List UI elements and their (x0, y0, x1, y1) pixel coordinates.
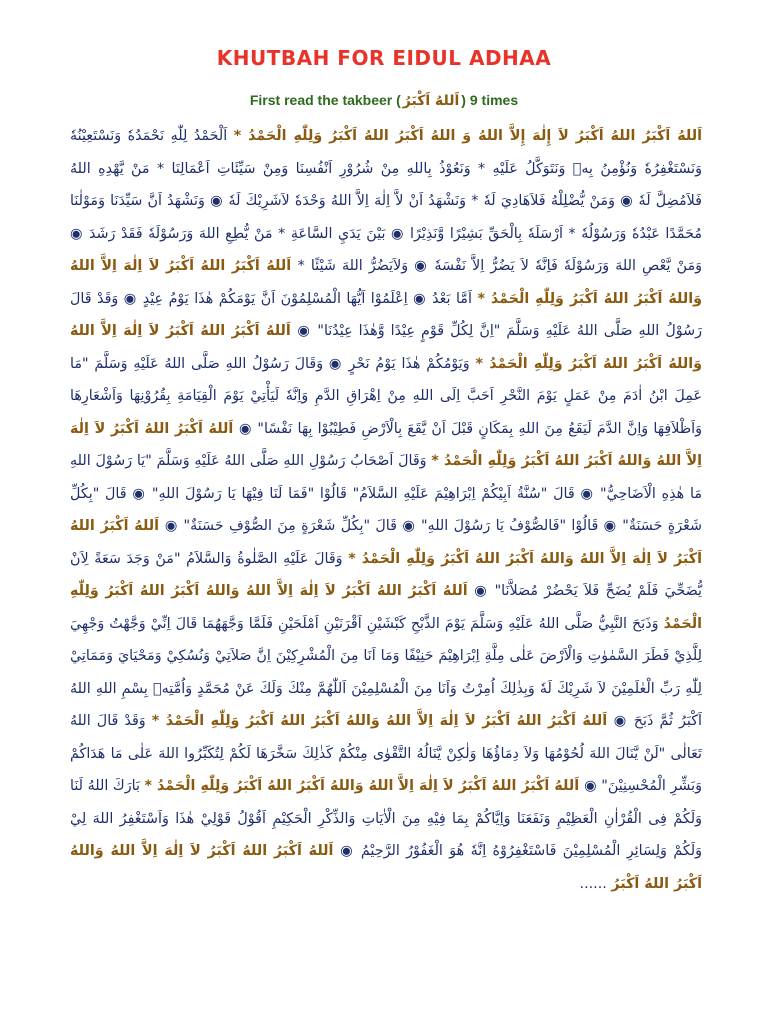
takbeer-segment: اَللهُ اَكْبَرُ اللهُ اَكْبَرُ لاَ اِلٰهَ اِلاَّ اللهُ وَاللهُ اَكْبَرُ اللهُ اَكْبَرُ وَلِلّٰهِ الْحَمْدُ (70, 583, 703, 632)
takbeer-segment: اَللهُ اَكْبَرُ اللهُ اَكْبَرُ لاَ اِلٰهَ اِلاَّ اللهُ وَاللهُ اَكْبَرُ اللهُ اَكْبَرُ وَلِلّٰهِ الْحَمْدُ * (144, 778, 580, 794)
takbeer-instruction (0, 92, 768, 109)
instruction-suffix: ) 9 times (461, 92, 519, 108)
khutbah-text (70, 120, 702, 1020)
takbeer-segment: اَللهُ اَكْبَرُ اللهُ اَكْبَرُ لاَ اِلٰهَ اِلاَّ اللهُ وَاللهُ اَكْبَرُ اللهُ اَكْبَرُ وَلِلّٰهِ الْحَمْدُ * (70, 420, 703, 469)
khutbah-segment: وَقَدْ قَالَ اللهُ تَعَالٰى "لَنْ يَّنَالَ اللهَ لُحُوْمُهَا وَلاَ دِمَاؤُهَا وَلٰكِنْ يَّنَالُهُ التَّقْوٰى مِنْكُمْ كَذٰلِكَ سَخَّرَهَا لَكُمْ لِتُكَبِّرُوا اللهَ عَلٰى مَا هَدَاكُمْ وَبَشِّرِ الْمُحْسِنِيْنَ" ◉ (70, 713, 703, 794)
takbeer-segment: اَللهُ اَكْبَرُ اللهُ اَكْبَرُ لاَ إِلٰهَ إِلاَّ اللهُ وَ اللهُ اَكْبَرُ اللهُ اَكْبَرُ وَلِلّٰهِ الْحَمْدُ * (233, 128, 702, 144)
takbeer-segment: اَللهُ اَكْبَرُ اللهُ اَكْبَرُ لاَ اِلٰهَ اِلاَّ اللهُ وَاللهُ اَكْبَرُ اللهُ اَكْبَرُ (70, 843, 702, 892)
khutbah-segment: اَلْحَمْدُ لِلّٰهِ نَحْمَدُهٗ وَنَسْتَعِيْنُهٗ وَنَسْتَغْفِرُهٗ وَنُؤْمِنُ بِهٖ وَنَتَوَكَّلُ عَلَيْهِ * وَنَعُوْذُ بِاللهِ مِنْ شُرُوْرِ اَنْفُسِنَا وَمِنْ سَيِّئَاتِ اَعْمَالِنَا * مَنْ يَّهْدِهِ اللهُ فَلاَمُضِلَّ لَهٗ ◉ وَمَنْ يُّضْلِلْهُ فَلاَهَادِيَ لَهٗ * وَنَشْهَدُ اَنْ لاَّ اِلٰهَ اِلاَّ اللهُ وَحْدَهٗ لاَشَرِيْكَ لَهٗ ◉ وَنَشْهَدُ اَنَّ سَيِّدَنَا وَمَوْلٰنَا مُحَمَّدًا عَبْدُهٗ وَرَسُوْلُهٗ * اَرْسَلَهٗ بِالْحَقِّ بَشِيْرًا وَّنَذِيْرًا ◉ بَيْنَ يَدَيِ السَّاعَةِ * مَنْ يُّطِعِ اللهَ وَرَسُوْلَهٗ فَقَدْ رَشَدَ ◉ وَمَنْ يَّعْصِ اللهَ وَرَسُوْلَهٗ فَاِنَّهٗ لاَ يَضُرُّ اِلاَّ نَفْسَهٗ ◉ وَلاَيَضُرُّ اللهَ شَيْئًا * (70, 128, 703, 274)
khutbah-segment: اَمَّا بَعْدُ ◉ اِعْلَمُوْا اَيُّهَا الْمُسْلِمُوْنَ اَنَّ يَوْمَكُمْ هٰذَا يَوْمُ عِيْدٍ ◉ وَقَدْ قَالَ رَسُوْلُ اللهِ صَلَّى اللهُ عَلَيْهِ وَسَلَّمَ "اِنَّ لِكُلِّ قَوْمٍ عِيْدًا وَّهٰذَا عِيْدُنَا" ◉ (70, 290, 702, 339)
khutbah-segment: وَيَوْمُكُمْ هٰذَا يَوْمُ نَحْرٍ ◉ وَقَالَ رَسُوْلُ اللهِ صَلَّى اللهُ عَلَيْهِ وَسَلَّمَ "مَا عَمِلَ ابْنُ اٰدَمَ مِنْ عَمَلٍ يَوْمَ النَّحْرِ اَحَبَّ اِلَى اللهِ مِنْ اِهْرَاقِ الدَّمِ وَاِنَّهٗ لَيَأْتِيْ يَوْمَ الْقِيَامَةِ بِقُرُوْنِهَا وَاَشْعَارِهَا وَاَظْلاَفِهَا وَاِنَّ الدَّمَ لَيَقَعُ مِنَ اللهِ بِمَكَانٍ قَبْلَ اَنْ يَّقَعَ بِالْاَرْضِ فَطِيْبُوْا بِهَا نَفْسًا" ◉ (70, 355, 702, 437)
takbeer-segment: اَللهُ اَكْبَرُ اللهُ اَكْبَرُ لاَ اِلٰهَ اِلاَّ اللهُ وَاللهُ اَكْبَرُ اللهُ اَكْبَرُ وَلِلّٰهِ الْحَمْدُ * (70, 518, 702, 567)
khutbah-segment: وَقَالَ عَلَيْهِ الصَّلٰوةُ وَالسَّلاَمُ "مَنْ وَجَدَ سَعَةً لِاَنْ يُّضَحِّيَ فَلَمْ يُضَحِّ فَلاَ يَحْضُرْ مُصَلاَّنَا" ◉ (70, 550, 702, 599)
instruction-prefix: First read the takbeer ( (249, 92, 401, 108)
khutbah-segment: بَارَكَ اللهُ لَنَا وَلَكُمْ فِى الْقُرْاٰنِ الْعَظِيْمِ وَنَفَعَنَا وَاِيَّاكُمْ بِمَا فِيْهِ مِنَ الْاٰيَاتِ وَالذِّكْرِ الْحَكِيْمِ اَقُوْلُ قَوْلِيْ هٰذَا وَاَسْتَغْفِرُ اللهَ لِيْ وَلَكُمْ وَلِسَائِرِ الْمُسْلِمِيْنَ فَاسْتَغْفِرُوْهُ اِنَّهٗ هُوَ الْغَفُوْرُ الرَّحِيْمُ ◉ (70, 778, 703, 859)
instruction-arabic: اَللهُ اَكْبَرُ (402, 93, 460, 109)
takbeer-segment: اَللهُ اَكْبَرُ اللهُ اَكْبَرُ لاَ اِلٰهَ اِلاَّ اللهُ وَاللهُ اَكْبَرُ اللهُ اَكْبَرُ وَلِلّٰهِ الْحَمْدُ * (151, 713, 608, 729)
khutbah-segment: وَقَالَ اَصْحَابُ رَسُوْلِ اللهِ صَلَّى اللهُ عَلَيْهِ وَسَلَّمَ "يَا رَسُوْلَ اللهِ مَا هٰذِهِ الْاَضَاحِيُّ" ◉ قَالَ "سُنَّةُ اَبِيْكُمْ اِبْرَاهِيْمَ عَلَيْهِ السَّلاَمُ" قَالُوْا "فَمَا لَنَا فِيْهَا يَا رَسُوْلَ اللهِ" ◉ قَالَ "بِكُلِّ شَعْرَةٍ حَسَنَةٌ" ◉ قَالُوْا "فَالصُّوْفُ يَا رَسُوْلَ اللهِ" ◉ قَالَ "بِكُلِّ شَعْرَةٍ مِنَ الصُّوْفِ حَسَنَةٌ" ◉ (70, 453, 703, 534)
takbeer-segment: اَللهُ اَكْبَرُ اللهُ اَكْبَرُ لاَ اِلٰهَ اِلاَّ اللهُ وَاللهُ اَكْبَرُ اللهُ اَكْبَرُ وَلِلّٰهِ الْحَمْدُ * (70, 323, 702, 372)
takbeer-segment: اَللهُ اَكْبَرُ اللهُ اَكْبَرُ لاَ اِلٰهَ اِلاَّ اللهُ وَاللهُ اَكْبَرُ اللهُ اَكْبَرُ وَلِلّٰهِ الْحَمْدُ * (70, 258, 702, 307)
khutbah-segment: ...... (579, 875, 607, 892)
khutbah-segment: وَذَبَحَ النَّبِيُّ صَلَّى اللهُ عَلَيْهِ وَسَلَّمَ يَوْمَ الذَّبْحِ كَبْشَيْنِ اَقْرَنَيْنِ اَمْلَحَيْنِ فَلَمَّا وَجَّهَهُمَا قَالَ اِنِّيْ وَجَّهْتُ وَجْهِيَ لِلَّذِيْ فَطَرَ السَّمٰوٰتِ وَالْاَرْضَ عَلٰى مِلَّةِ اِبْرَاهِيْمَ حَنِيْفًا وَمَا اَنَا مِنَ الْمُشْرِكِيْنَ اِنَّ صَلاَتِيْ وَنُسُكِيْ وَمَحْيَايَ وَمَمَاتِيْ لِلّٰهِ رَبِّ الْعٰلَمِيْنَ لاَ شَرِيْكَ لَهٗ وَبِذٰلِكَ اُمِرْتُ وَاَنَا مِنَ الْمُسْلِمِيْنَ اَللّٰهُمَّ مِنْكَ وَلَكَ عَنْ مُحَمَّدٍ وَاُمَّتِهٖ بِسْمِ اللهِ اللهُ اَكْبَرُ ثُمَّ ذَبَحَ ◉ (70, 615, 702, 729)
page-title: KHUTBAH FOR EIDUL ADHAA (216, 46, 552, 70)
